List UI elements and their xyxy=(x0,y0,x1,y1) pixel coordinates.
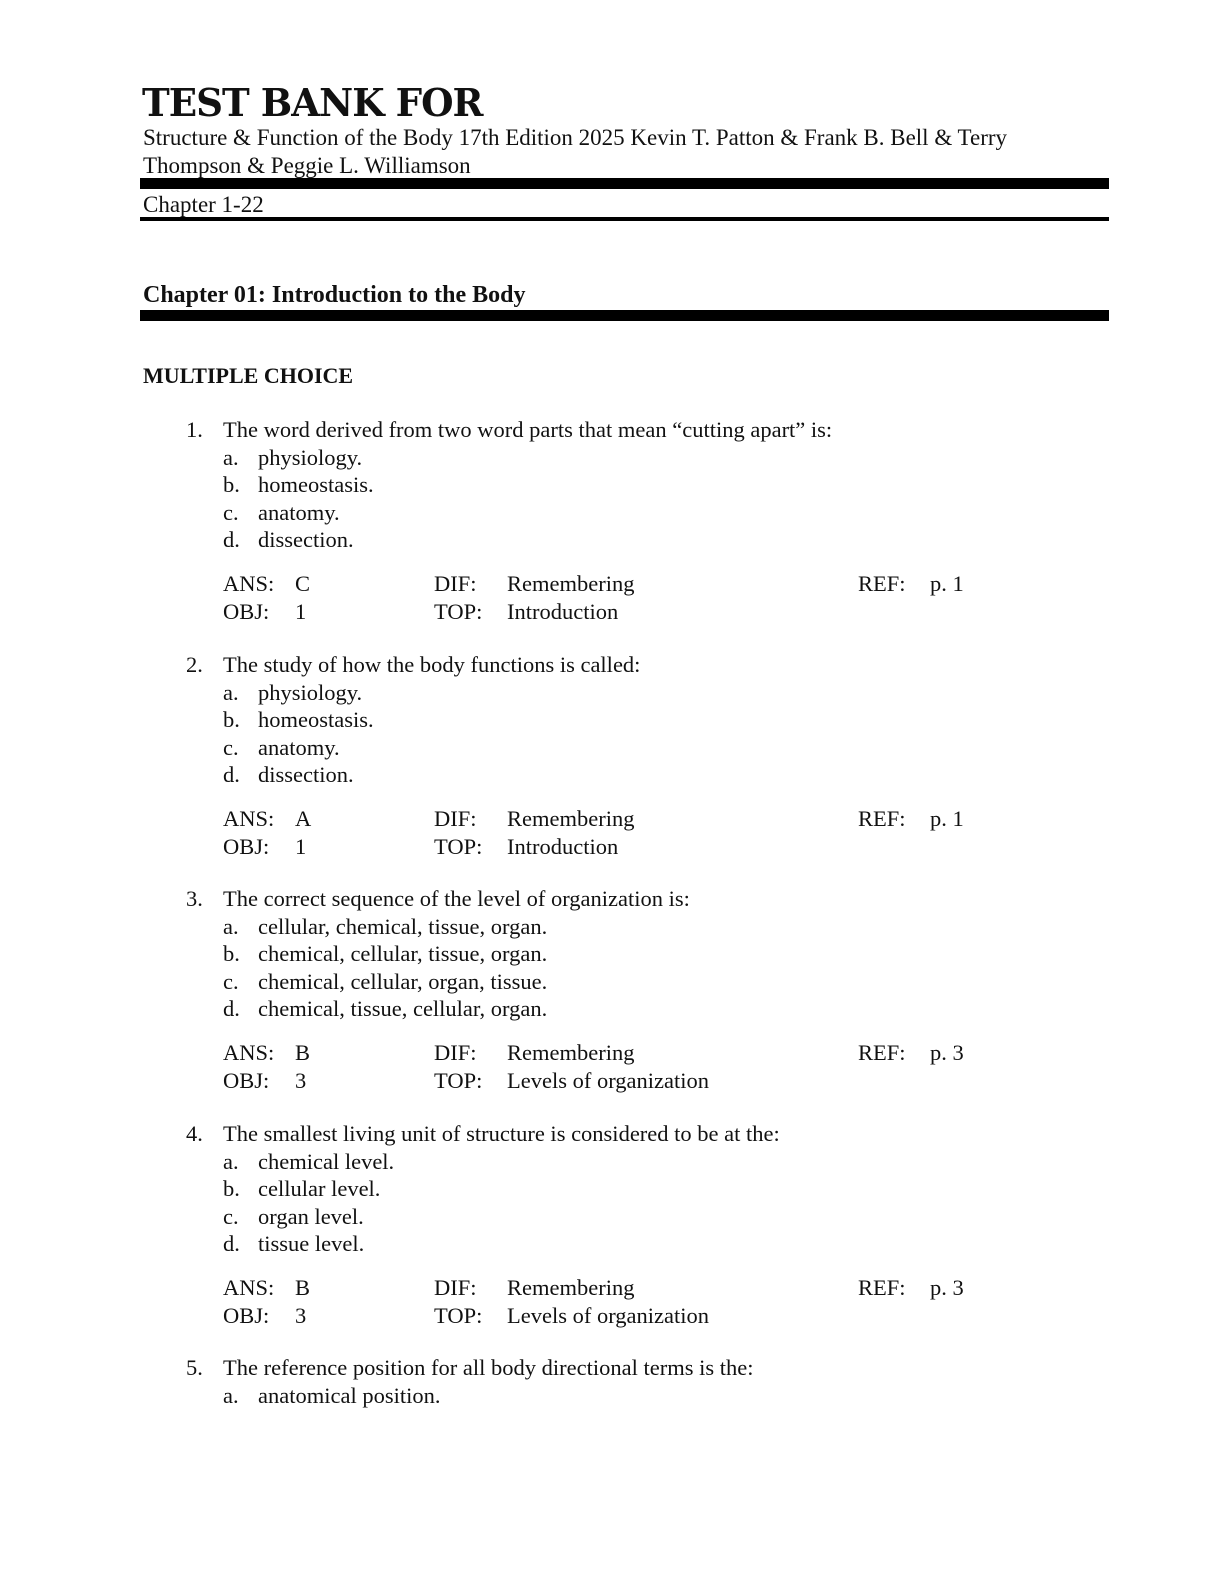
chapter-rule xyxy=(140,310,1109,321)
obj-label: OBJ: xyxy=(223,1067,270,1093)
option-letter: d. xyxy=(223,1231,240,1256)
obj-value: 1 xyxy=(295,598,307,624)
option-letter: b. xyxy=(223,941,240,966)
option-text: cellular, chemical, tissue, organ. xyxy=(258,913,548,939)
option-letter: b. xyxy=(223,707,240,732)
dif-value: Remembering xyxy=(507,571,635,596)
top-label: TOP: xyxy=(434,598,483,624)
ans-value: C xyxy=(295,571,311,596)
document-subtitle: Structure & Function of the Body 17th Edition 2025 Kevin T. Patton & Frank B. Bell & Terry Thompson & Peggie L. Williamson xyxy=(143,125,1008,178)
obj-value: 3 xyxy=(295,1067,307,1093)
option-text: physiology. xyxy=(258,444,363,470)
option-letter: a. xyxy=(223,1148,239,1174)
question-stem: The reference position for all body directional terms is the: xyxy=(223,1355,754,1380)
chapter-range: Chapter 1-22 xyxy=(143,192,264,217)
option-text: dissection. xyxy=(258,527,354,552)
option-letter: d. xyxy=(223,762,240,787)
question-number: 2. xyxy=(186,652,203,677)
obj-label: OBJ: xyxy=(223,1302,270,1328)
ref-label: REF: xyxy=(858,1275,906,1300)
option-text: homeostasis. xyxy=(258,472,374,497)
option-letter: b. xyxy=(223,472,240,497)
header-rule-thick xyxy=(140,178,1109,189)
option-letter: a. xyxy=(223,679,239,705)
ref-value: p. 1 xyxy=(930,571,964,596)
question-stem: The word derived from two word parts that mean “cutting apart” is: xyxy=(223,417,833,442)
dif-value: Remembering xyxy=(507,1275,635,1300)
option-letter: d. xyxy=(223,996,240,1021)
header-rule-thin xyxy=(140,217,1109,221)
ref-value: p. 1 xyxy=(930,806,964,831)
top-label: TOP: xyxy=(434,1302,483,1328)
option-text: cellular level. xyxy=(258,1176,381,1201)
option-letter: c. xyxy=(223,734,239,760)
ref-label: REF: xyxy=(858,1040,906,1065)
obj-label: OBJ: xyxy=(223,833,270,859)
question-number: 1. xyxy=(186,417,203,442)
option-text: anatomy. xyxy=(258,734,340,760)
ans-label: ANS: xyxy=(223,1040,275,1065)
question-number: 5. xyxy=(186,1355,203,1380)
option-text: anatomy. xyxy=(258,499,340,525)
ref-label: REF: xyxy=(858,571,906,596)
dif-value: Remembering xyxy=(507,1040,635,1065)
option-letter: d. xyxy=(223,527,240,552)
option-text: dissection. xyxy=(258,762,354,787)
ans-value: A xyxy=(295,806,312,831)
ref-label: REF: xyxy=(858,806,906,831)
top-label: TOP: xyxy=(434,1067,483,1093)
ref-value: p. 3 xyxy=(930,1040,964,1065)
top-label: TOP: xyxy=(434,833,483,859)
option-letter: a. xyxy=(223,444,239,470)
ref-value: p. 3 xyxy=(930,1275,964,1300)
option-text: homeostasis. xyxy=(258,707,374,732)
option-letter: c. xyxy=(223,1203,239,1229)
option-letter: a. xyxy=(223,913,239,939)
chapter-heading: Chapter 01: Introduction to the Body xyxy=(143,282,526,308)
option-text: chemical level. xyxy=(258,1148,395,1174)
obj-label: OBJ: xyxy=(223,598,270,624)
dif-value: Remembering xyxy=(507,806,635,831)
ans-label: ANS: xyxy=(223,806,275,831)
option-letter: b. xyxy=(223,1176,240,1201)
option-text: tissue level. xyxy=(258,1231,365,1256)
option-letter: c. xyxy=(223,499,239,525)
document-title: TEST BANK FOR xyxy=(142,80,483,125)
question-number: 4. xyxy=(186,1121,203,1146)
ans-label: ANS: xyxy=(223,571,275,596)
ans-label: ANS: xyxy=(223,1275,275,1300)
obj-value: 3 xyxy=(295,1302,307,1328)
ans-value: B xyxy=(295,1040,311,1065)
top-value: Introduction xyxy=(507,598,619,624)
dif-label: DIF: xyxy=(434,806,477,831)
dif-label: DIF: xyxy=(434,1040,477,1065)
top-value: Levels of organization xyxy=(507,1302,710,1328)
question-number: 3. xyxy=(186,886,203,911)
option-letter: a. xyxy=(223,1382,239,1408)
question-stem: The study of how the body functions is called: xyxy=(223,652,641,677)
question-stem: The smallest living unit of structure is considered to be at the: xyxy=(223,1121,780,1146)
top-value: Introduction xyxy=(507,833,619,859)
dif-label: DIF: xyxy=(434,571,477,596)
option-text: chemical, cellular, organ, tissue. xyxy=(258,968,548,994)
question-stem: The correct sequence of the level of organization is: xyxy=(223,886,690,911)
ans-value: B xyxy=(295,1275,311,1300)
option-text: anatomical position. xyxy=(258,1382,441,1408)
dif-label: DIF: xyxy=(434,1275,477,1300)
top-value: Levels of organization xyxy=(507,1067,710,1093)
option-text: chemical, tissue, cellular, organ. xyxy=(258,996,548,1021)
option-text: organ level. xyxy=(258,1203,364,1229)
option-letter: c. xyxy=(223,968,239,994)
option-text: physiology. xyxy=(258,679,363,705)
option-text: chemical, cellular, tissue, organ. xyxy=(258,941,548,966)
obj-value: 1 xyxy=(295,833,307,859)
section-heading: MULTIPLE CHOICE xyxy=(143,363,354,388)
